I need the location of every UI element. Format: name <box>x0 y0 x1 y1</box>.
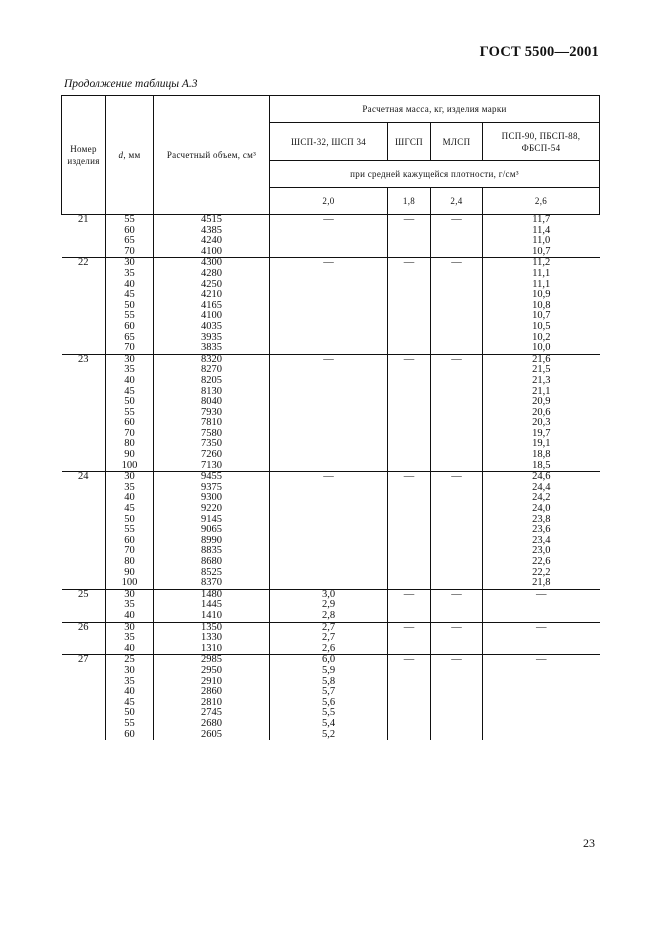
cell-value: 2,7 <box>321 632 336 644</box>
cell-value: — <box>403 471 415 483</box>
cell-value: — <box>403 257 415 269</box>
cell-value: 2745 <box>201 707 222 719</box>
cell-value: 40 <box>124 278 135 290</box>
table-row <box>62 655 600 740</box>
cell-value: 2605 <box>201 728 222 740</box>
cell-value: 5,8 <box>321 675 336 687</box>
cell-value: 4100 <box>201 245 222 257</box>
cell-value: 60 <box>124 320 135 332</box>
cell-value: — <box>403 214 415 225</box>
cell-value: 8525 <box>201 566 222 578</box>
density-value-3: 2,4 <box>431 188 483 215</box>
cell-value: 9375 <box>201 481 222 493</box>
cell-value: 24,6 <box>532 471 551 483</box>
cell-mass-4 <box>483 258 600 354</box>
cell-value: — <box>403 588 415 600</box>
cell-value: 7580 <box>201 427 222 439</box>
cell-d <box>106 655 154 740</box>
cell-mass-3 <box>431 354 483 472</box>
cell-value: 45 <box>124 289 135 301</box>
cell-value: 1410 <box>201 609 222 621</box>
cell-value: 2,9 <box>321 599 336 611</box>
col-d-header: d, мм <box>106 96 154 215</box>
cell-volume <box>154 589 270 622</box>
cell-value: 23,0 <box>532 545 551 557</box>
cell-value: 23,8 <box>532 513 551 525</box>
density-header: при средней кажущейся плотности, г/см³ <box>270 161 600 188</box>
cell-number: 21 <box>62 215 106 258</box>
cell-value: 11,0 <box>532 235 551 247</box>
cell-value: — <box>451 214 462 225</box>
cell-mass-4 <box>483 354 600 472</box>
cell-value: 21,3 <box>532 374 551 386</box>
cell-value: 60 <box>124 534 135 546</box>
cell-value: 1480 <box>201 588 222 600</box>
cell-value: 90 <box>124 449 135 461</box>
cell-mass-1 <box>270 622 388 655</box>
cell-mass-1 <box>270 472 388 590</box>
cell-value: 3835 <box>201 342 222 354</box>
cell-number: 27 <box>62 655 106 740</box>
cell-mass-4 <box>483 215 600 258</box>
cell-value: 21,8 <box>532 577 551 589</box>
cell-value: 10,2 <box>532 331 551 343</box>
cell-value: 30 <box>124 257 135 269</box>
cell-value: 9455 <box>201 471 222 483</box>
mass-header: Расчетная масса, кг, изделия марки <box>270 96 600 123</box>
cell-value: 4035 <box>201 320 222 332</box>
cell-value: 23,6 <box>532 524 551 536</box>
cell-number: 22 <box>62 258 106 354</box>
cell-value: 7930 <box>201 406 222 418</box>
cell-value: — <box>536 654 547 666</box>
cell-d <box>106 354 154 472</box>
cell-value: 2,8 <box>321 609 336 621</box>
cell-value: — <box>323 353 334 365</box>
cell-value: 40 <box>124 492 135 504</box>
cell-value: 50 <box>124 396 135 408</box>
cell-value: 10,7 <box>532 245 551 257</box>
cell-value: 4240 <box>201 235 222 247</box>
cell-value: 25 <box>124 654 135 666</box>
cell-value: — <box>403 621 415 633</box>
cell-number: 25 <box>62 589 106 622</box>
page-number: 23 <box>583 836 595 850</box>
cell-value: — <box>403 654 415 666</box>
table-row <box>62 258 600 354</box>
cell-d <box>106 589 154 622</box>
cell-mass-2 <box>388 622 431 655</box>
cell-value: 4210 <box>201 289 222 301</box>
cell-value: 5,2 <box>321 728 336 740</box>
cell-value: 45 <box>124 385 135 397</box>
cell-mass-1 <box>270 354 388 472</box>
cell-value: 7260 <box>201 449 222 461</box>
cell-volume <box>154 258 270 354</box>
cell-value: 4385 <box>201 224 222 236</box>
cell-mass-4 <box>483 622 600 655</box>
cell-value: 5,7 <box>321 686 336 698</box>
cell-mass-2 <box>388 655 431 740</box>
cell-volume <box>154 472 270 590</box>
cell-value: 60 <box>124 728 135 740</box>
cell-value: 35 <box>124 632 135 644</box>
cell-mass-3 <box>431 655 483 740</box>
cell-value: 20,9 <box>532 396 551 408</box>
cell-value: 70 <box>124 427 135 439</box>
cell-value: 1445 <box>201 599 222 611</box>
cell-mass-3 <box>431 622 483 655</box>
cell-value: 55 <box>124 406 135 418</box>
cell-value: 5,5 <box>321 707 336 719</box>
density-value-2: 1,8 <box>388 188 431 215</box>
cell-value: 24,2 <box>532 492 551 504</box>
cell-volume <box>154 215 270 258</box>
cell-value: 24,4 <box>532 481 551 493</box>
cell-value: 70 <box>124 545 135 557</box>
cell-value: 1350 <box>201 621 222 633</box>
cell-value: 24,0 <box>532 503 551 515</box>
cell-d <box>106 472 154 590</box>
brand-header-4: ПСП-90, ПБСП-88, ФБСП-54 <box>483 123 600 161</box>
cell-value: 2950 <box>201 664 222 676</box>
cell-value: 1310 <box>201 642 222 654</box>
cell-value: 6,0 <box>321 654 336 666</box>
cell-value: 100 <box>121 459 138 471</box>
cell-value: 7130 <box>201 459 222 471</box>
cell-value: 3,0 <box>321 588 336 600</box>
cell-value: 55 <box>124 717 135 729</box>
cell-value: 2,6 <box>321 642 336 654</box>
cell-value: — <box>403 353 415 365</box>
cell-value: 9300 <box>201 492 222 504</box>
cell-value: 4280 <box>201 267 222 279</box>
document-header: ГОСТ 5500—2001 <box>479 44 599 60</box>
cell-value: — <box>451 654 462 666</box>
cell-mass-1 <box>270 258 388 354</box>
cell-value: 35 <box>124 675 135 687</box>
cell-value: 50 <box>124 299 135 311</box>
cell-value: 8270 <box>201 364 222 376</box>
cell-value: 11,1 <box>532 278 551 290</box>
cell-value: — <box>451 353 462 365</box>
cell-value: 2,7 <box>321 621 336 633</box>
cell-d <box>106 258 154 354</box>
cell-value: 2860 <box>201 686 222 698</box>
cell-d <box>106 215 154 258</box>
cell-value: 21,5 <box>532 364 551 376</box>
table-row <box>62 589 600 622</box>
cell-value: 55 <box>124 310 135 322</box>
col-number-header: Номер изделия <box>62 96 106 215</box>
cell-value: 4250 <box>201 278 222 290</box>
cell-mass-1 <box>270 589 388 622</box>
cell-value: 55 <box>124 524 135 536</box>
cell-value: 11,2 <box>532 257 551 269</box>
cell-mass-4 <box>483 655 600 740</box>
cell-volume <box>154 655 270 740</box>
table-row <box>62 472 600 590</box>
cell-value: 7350 <box>201 438 222 450</box>
cell-mass-1 <box>270 215 388 258</box>
cell-value: 9065 <box>201 524 222 536</box>
cell-value: 45 <box>124 696 135 708</box>
cell-value: 65 <box>124 235 135 247</box>
cell-mass-2 <box>388 258 431 354</box>
cell-mass-1 <box>270 655 388 740</box>
cell-value: 50 <box>124 707 135 719</box>
cell-value: 5,4 <box>321 717 336 729</box>
cell-value: 4300 <box>201 257 222 269</box>
table-row <box>62 215 600 258</box>
cell-value: 2985 <box>201 654 222 666</box>
cell-value: 9145 <box>201 513 222 525</box>
cell-value: — <box>323 471 334 483</box>
cell-value: — <box>536 588 547 600</box>
table-row <box>62 622 600 655</box>
cell-value: 8680 <box>201 556 222 567</box>
cell-mass-2 <box>388 589 431 622</box>
cell-number: 23 <box>62 354 106 472</box>
cell-value: — <box>451 471 462 483</box>
cell-value: 20,6 <box>532 406 551 418</box>
cell-value: 80 <box>124 438 135 450</box>
cell-value: 100 <box>121 577 138 589</box>
brand-header-3: МЛСП <box>431 123 483 161</box>
cell-value: 30 <box>124 471 135 483</box>
cell-value: 18,5 <box>532 459 551 471</box>
cell-value: 8990 <box>201 534 222 546</box>
cell-value: 19,7 <box>532 427 551 439</box>
cell-value: 30 <box>124 353 135 365</box>
cell-value: 40 <box>124 374 135 386</box>
cell-value: 60 <box>124 224 135 236</box>
cell-value: 21,6 <box>532 353 551 365</box>
cell-value: 11,4 <box>532 224 551 236</box>
brand-header-1: ШСП-32, ШСП 34 <box>270 123 388 161</box>
data-table <box>61 95 600 740</box>
cell-value: 8370 <box>201 577 222 589</box>
cell-value: 10,8 <box>532 299 551 311</box>
cell-value: 20,3 <box>532 417 551 429</box>
brand-header-2: ШГСП <box>388 123 431 161</box>
density-value-1: 2,0 <box>270 188 388 215</box>
cell-value: 50 <box>124 513 135 525</box>
cell-value: 2810 <box>201 696 222 708</box>
cell-value: 5,6 <box>321 696 336 708</box>
cell-value: 8205 <box>201 374 222 386</box>
cell-value: 80 <box>124 556 135 567</box>
cell-value: 55 <box>124 214 135 225</box>
cell-value: 35 <box>124 364 135 376</box>
cell-value: 10,9 <box>532 289 551 301</box>
cell-value: 45 <box>124 503 135 515</box>
cell-mass-3 <box>431 258 483 354</box>
cell-value: 10,0 <box>532 342 551 354</box>
cell-value: 70 <box>124 245 135 257</box>
cell-value: 2910 <box>201 675 222 687</box>
cell-value: 8835 <box>201 545 222 557</box>
cell-value: 8130 <box>201 385 222 397</box>
cell-value: 70 <box>124 342 135 354</box>
cell-value: 8040 <box>201 396 222 408</box>
cell-value: 11,1 <box>532 267 551 279</box>
table-caption: Продолжение таблицы А.3 <box>64 78 198 90</box>
cell-value: 4165 <box>201 299 222 311</box>
cell-mass-2 <box>388 354 431 472</box>
cell-value: 5,9 <box>321 664 336 676</box>
cell-value: 1330 <box>201 632 222 644</box>
cell-mass-2 <box>388 472 431 590</box>
cell-value: 8320 <box>201 353 222 365</box>
cell-value: — <box>451 588 462 600</box>
cell-mass-3 <box>431 589 483 622</box>
cell-mass-4 <box>483 472 600 590</box>
cell-value: 30 <box>124 621 135 633</box>
cell-value: 7810 <box>201 417 222 429</box>
table-body <box>62 215 600 741</box>
cell-value: 9220 <box>201 503 222 515</box>
cell-value: — <box>536 621 547 633</box>
cell-value: 4515 <box>201 214 222 225</box>
cell-mass-3 <box>431 215 483 258</box>
cell-value: 35 <box>124 267 135 279</box>
cell-value: 10,5 <box>532 320 551 332</box>
cell-value: 35 <box>124 481 135 493</box>
cell-value: 10,7 <box>532 310 551 322</box>
cell-value: 30 <box>124 664 135 676</box>
cell-mass-4 <box>483 589 600 622</box>
cell-value: 18,8 <box>532 449 551 461</box>
cell-volume <box>154 354 270 472</box>
cell-value: 40 <box>124 642 135 654</box>
cell-value: 23,4 <box>532 534 551 546</box>
cell-volume <box>154 622 270 655</box>
cell-value: 90 <box>124 566 135 578</box>
cell-value: 65 <box>124 331 135 343</box>
cell-number: 24 <box>62 472 106 590</box>
cell-value: 40 <box>124 686 135 698</box>
cell-value: — <box>323 257 334 269</box>
cell-mass-2 <box>388 215 431 258</box>
cell-value: 2680 <box>201 717 222 729</box>
cell-value: 4100 <box>201 310 222 322</box>
cell-d <box>106 622 154 655</box>
cell-value: 11,7 <box>532 214 551 225</box>
cell-value: 35 <box>124 599 135 611</box>
cell-value: — <box>451 621 462 633</box>
cell-value: — <box>451 257 462 269</box>
cell-value: 40 <box>124 609 135 621</box>
cell-number: 26 <box>62 622 106 655</box>
cell-value: 30 <box>124 588 135 600</box>
cell-mass-3 <box>431 472 483 590</box>
col-volume-header: Расчетный объем, см³ <box>154 96 270 215</box>
cell-value: 21,1 <box>532 385 551 397</box>
table-row <box>62 354 600 472</box>
density-value-4: 2,6 <box>483 188 600 215</box>
cell-value: 3935 <box>201 331 222 343</box>
cell-value: — <box>323 214 334 225</box>
cell-value: 22,6 <box>532 556 551 567</box>
cell-value: 19,1 <box>532 438 551 450</box>
cell-value: 60 <box>124 417 135 429</box>
cell-value: 22,2 <box>532 566 551 578</box>
